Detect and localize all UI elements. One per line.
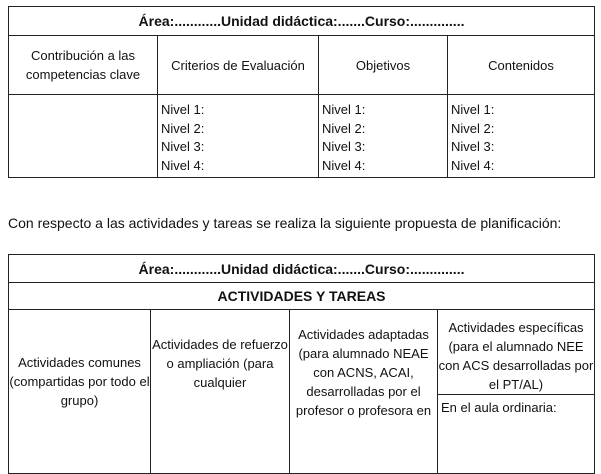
criterios-levels [158, 95, 319, 178]
level-1: Nivel 1: [322, 102, 366, 117]
level-1: Nivel 1: [161, 102, 205, 117]
level-2: Nivel 2: [161, 120, 205, 136]
planning-paragraph: Con respecto a las actividades y tareas se realiza la siguiente propuesta de planificación: [8, 215, 562, 231]
header-criterios: Criterios de Evaluación [158, 36, 319, 95]
contenidos-levels [448, 95, 595, 178]
level-4: Nivel 4: [322, 157, 366, 173]
header-contenidos: Contenidos [448, 36, 595, 95]
empty-cell [9, 95, 158, 178]
column-adaptadas: Actividades adaptadas (para alumnado NEAE con ACNS, ACAI, desarrolladas por el profesor o profesora en [290, 310, 438, 474]
header-objetivos: Objetivos [319, 36, 448, 95]
especificas-text: Actividades específicas (para el alumnado NEE con ACS desarrolladas por el PT/AL) [438, 320, 594, 392]
column-especificas [438, 310, 595, 474]
activities-subtitle: ACTIVIDADES Y TAREAS [9, 283, 595, 310]
table-title: Área:............Unidad didáctica:.......Curso:.............. [9, 255, 595, 283]
level-3: Nivel 3: [161, 139, 205, 154]
level-1: Nivel 1: [451, 102, 495, 117]
objetivos-levels [319, 95, 448, 178]
level-4: Nivel 4: [161, 157, 205, 173]
table-title: Área:............Unidad didáctica:.......Curso:.............. [9, 7, 595, 36]
column-comunes: Actividades comunes (compartidas por todo el grupo) [9, 310, 151, 474]
activities-table [8, 254, 595, 474]
planning-table [8, 6, 595, 178]
aula-ordinaria-cell: En el aula ordinaria: [438, 394, 594, 438]
level-3: Nivel 3: [451, 139, 495, 154]
header-competencias: Contribución a las competencias clave [9, 36, 158, 95]
column-refuerzo: Actividades de refuerzo o ampliación (para cualquier [151, 310, 290, 474]
level-2: Nivel 2: [322, 120, 366, 136]
level-2: Nivel 2: [451, 120, 495, 136]
level-4: Nivel 4: [451, 157, 495, 173]
level-3: Nivel 3: [322, 139, 366, 154]
